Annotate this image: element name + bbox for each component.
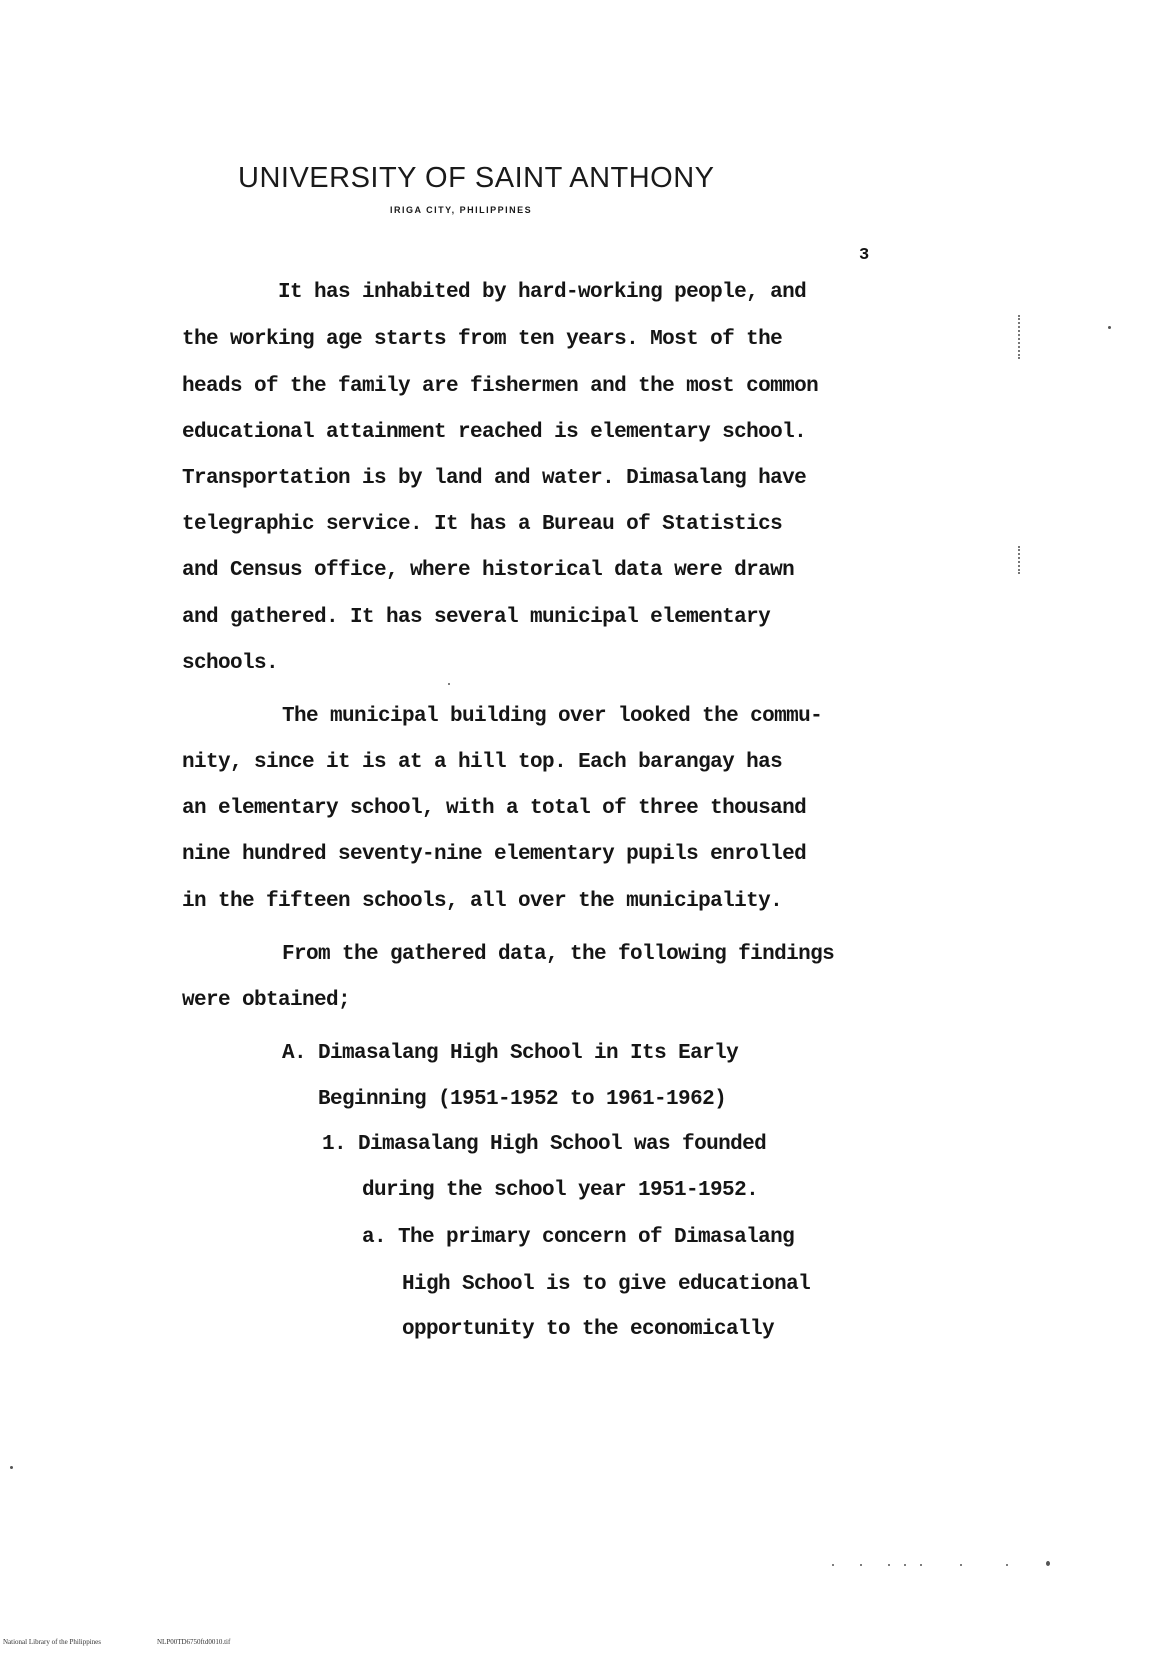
page-number: 3 — [859, 246, 870, 265]
scan-artifact — [1018, 546, 1022, 574]
footer-source: National Library of the Philippines — [3, 1638, 101, 1646]
outline-item-a-cont: High School is to give educational — [402, 1273, 811, 1296]
body-line: schools. — [182, 652, 279, 675]
body-line: From the gathered data, the following findings — [282, 943, 835, 966]
scan-artifact — [888, 1564, 890, 1566]
body-line: in the fifteen schools, all over the municipality. — [182, 890, 783, 913]
footer-file-id: NLP00TD6750ftd0010.tif — [157, 1638, 231, 1646]
scan-artifact — [1108, 326, 1111, 329]
body-line: nine hundred seventy-nine elementary pupils enrolled — [182, 843, 807, 866]
body-line: heads of the family are fishermen and the most common — [182, 375, 819, 398]
scan-artifact — [832, 1564, 834, 1566]
body-line: and gathered. It has several municipal elementary — [182, 606, 771, 629]
outline-heading-a-cont: Beginning (1951-1952 to 1961-1962) — [318, 1088, 727, 1111]
outline-item-a: a. The primary concern of Dimasalang — [362, 1226, 795, 1249]
body-line: an elementary school, with a total of three thousand — [182, 797, 807, 820]
scan-artifact — [1018, 315, 1022, 359]
body-line: the working age starts from ten years. Most of the — [182, 328, 783, 351]
body-line: and Census office, where historical data were drawn — [182, 559, 795, 582]
scan-artifact — [920, 1564, 922, 1566]
scan-artifact — [904, 1564, 906, 1566]
scan-artifact — [448, 683, 450, 685]
letterhead-subtitle: IRIGA CITY, PHILIPPINES — [390, 205, 533, 215]
body-line: nity, since it is at a hill top. Each barangay has — [182, 751, 783, 774]
body-line: The municipal building over looked the commu- — [282, 705, 823, 728]
scan-artifact — [10, 1466, 13, 1469]
outline-heading-a: A. Dimasalang High School in Its Early — [282, 1042, 739, 1065]
scan-artifact — [960, 1564, 962, 1566]
letterhead-title: UNIVERSITY OF SAINT ANTHONY — [238, 162, 715, 194]
body-line: It has inhabited by hard-working people, and — [278, 281, 807, 304]
outline-item-a-cont: opportunity to the economically — [402, 1318, 775, 1341]
body-line: educational attainment reached is elementary school. — [182, 421, 807, 444]
body-line: Transportation is by land and water. Dimasalang have — [182, 467, 807, 490]
scan-artifact — [1006, 1564, 1008, 1566]
outline-item-1: 1. Dimasalang High School was founded — [322, 1133, 767, 1156]
body-line: telegraphic service. It has a Bureau of Statistics — [182, 513, 783, 536]
scan-artifact — [860, 1564, 862, 1566]
outline-item-1-cont: during the school year 1951-1952. — [362, 1179, 759, 1202]
scan-artifact — [1046, 1561, 1050, 1566]
body-line: were obtained; — [182, 989, 351, 1012]
